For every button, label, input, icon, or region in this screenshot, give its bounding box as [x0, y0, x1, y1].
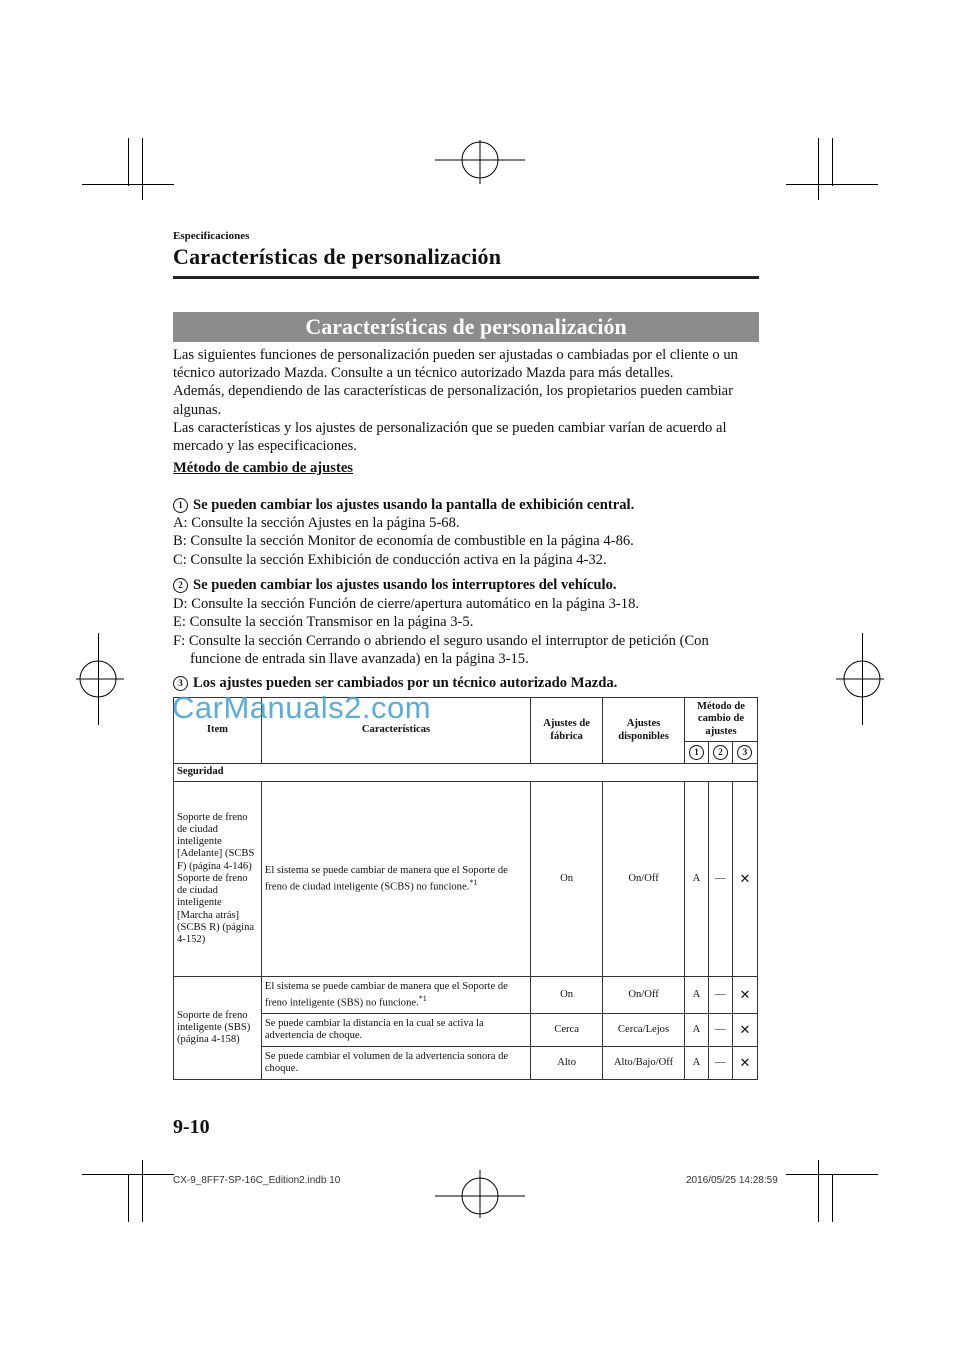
feature-cell: Se puede cambiar el volumen de la advertencia sonora de choque. — [261, 1047, 530, 1080]
customization-table — [173, 697, 758, 1080]
factory-cell: On — [531, 782, 603, 977]
circled-number-3-icon: 3 — [173, 676, 188, 691]
section-label: Especificaciones — [173, 230, 250, 242]
method-1-cell: A — [684, 782, 708, 977]
available-cell: On/Off — [603, 782, 685, 977]
group-label: Seguridad — [174, 764, 758, 782]
factory-cell: Cerca — [531, 1014, 603, 1047]
circled-number-1-icon: 1 — [173, 498, 188, 513]
feature-text: El sistema se puede cambiar de manera que el Soporte de freno inteligente (SBS) no funcione. — [264, 980, 508, 1009]
cross-icon: ✕ — [732, 977, 757, 1014]
available-cell: Alto/Bajo/Off — [603, 1047, 685, 1080]
cross-icon: ✕ — [732, 1014, 757, 1047]
table-row — [174, 782, 758, 977]
feature-cell — [261, 977, 530, 1014]
cross-icon: ✕ — [732, 782, 757, 977]
watermark: CarManuals2.com — [172, 690, 432, 725]
footnote-marker: *1 — [469, 877, 478, 887]
method-1-heading — [173, 497, 634, 514]
intro-paragraph: Las siguientes funciones de personalización pueden ser ajustadas o cambiadas por el cliente o un técnico autorizado Mazda. Consulte a un técnico autorizado Mazda para más detalles. — [173, 347, 738, 382]
method-2-cell: — — [708, 977, 732, 1014]
registration-mark-top — [435, 140, 525, 184]
method-heading: Método de cambio de ajustes — [173, 460, 353, 476]
method-1-lines — [173, 514, 763, 569]
table-row — [174, 1014, 758, 1047]
method-1-cell: A — [684, 1047, 708, 1080]
item-cell: Soporte de freno de ciudad inteligente [Adelante] (SCBS F) (página 4-146) Soporte de freno de ciudad inteligente [Marcha atrás] (SCBS R) (página 4-152) — [174, 782, 262, 977]
registration-mark-left — [76, 657, 124, 701]
intro-paragraph: Las características y los ajustes de personalización que se pueden cambiar varían de acuerdo al mercado y las especificaciones. — [173, 419, 727, 455]
available-cell: On/Off — [603, 977, 685, 1014]
table-row — [174, 1047, 758, 1080]
intro-paragraph: Además, dependiendo de las características de personalización, los propietarios pueden cambiar algunas. — [173, 383, 734, 418]
method-1-cell: A — [684, 977, 708, 1014]
feature-cell: Se puede cambiar la distancia en la cual se activa la advertencia de choque. — [261, 1014, 530, 1047]
method-2-heading — [173, 577, 617, 594]
circled-number-3-icon: 3 — [737, 745, 752, 760]
method-line: D: Consulte la sección Función de cierre/apertura automático en la página 3-18. — [173, 596, 640, 612]
page-number: 9-10 — [173, 1116, 210, 1138]
method-line: F: Consulte la sección Cerrando o abriendo el seguro usando el interruptor de petición (Con funcione de entrada sin llave avanzada) en la página 3-15. — [173, 632, 709, 668]
col-header-factory: Ajustes de fábrica — [531, 698, 603, 764]
title-rule — [173, 276, 759, 279]
method-line: C: Consulte la sección Exhibición de conducción activa en la página 4-32. — [173, 551, 607, 568]
table-group-row — [174, 764, 758, 782]
method-2-lines — [173, 595, 763, 669]
method-3-title: Los ajustes pueden ser cambiados por un técnico autorizado Mazda. — [193, 675, 618, 691]
print-footer-file: CX-9_8FF7-SP-16C_Edition2.indb 10 — [173, 1175, 341, 1186]
col-header-method: Método de cambio de ajustes — [684, 698, 757, 742]
method-line: A: Consulte la sección Ajustes en la página 5-68. — [173, 515, 460, 531]
factory-cell: On — [531, 977, 603, 1014]
footnote-marker: *1 — [418, 993, 427, 1003]
table-row — [174, 977, 758, 1014]
item-cell: Soporte de freno inteligente (SBS) (página 4-158) — [174, 977, 262, 1080]
method-1-cell: A — [684, 1014, 708, 1047]
method-line: B: Consulte la sección Monitor de economía de combustible en la página 4-86. — [173, 533, 634, 550]
method-2-title: Se pueden cambiar los ajustes usando los interruptores del vehículo. — [193, 577, 617, 593]
method-line: E: Consulte la sección Transmisor en la página 3-5. — [173, 614, 474, 631]
page-title: Características de personalización — [173, 244, 502, 269]
available-cell: Cerca/Lejos — [603, 1014, 685, 1047]
method-1-title: Se pueden cambiar los ajustes usando la pantalla de exhibición central. — [193, 497, 635, 513]
circled-number-2-icon: 2 — [713, 745, 728, 760]
cross-icon: ✕ — [732, 1047, 757, 1080]
col-header-features: Características — [261, 698, 530, 764]
feature-cell — [261, 782, 530, 977]
section-banner: Características de personalización — [173, 312, 759, 342]
method-2-cell: — — [708, 1047, 732, 1080]
feature-text: El sistema se puede cambiar de manera que el Soporte de freno de ciudad inteligente (SCBS) no funcione. — [264, 864, 508, 893]
factory-cell: Alto — [531, 1047, 603, 1080]
method-2-cell: — — [708, 782, 732, 977]
circled-number-2-icon: 2 — [173, 578, 188, 593]
col-header-available: Ajustes disponibles — [603, 698, 685, 764]
registration-mark-right — [836, 657, 884, 701]
method-2-cell: — — [708, 1014, 732, 1047]
intro-text — [173, 346, 763, 455]
print-footer-timestamp: 2016/05/25 14:28:59 — [686, 1175, 778, 1186]
col-header-item: Item — [174, 698, 262, 764]
circled-number-1-icon: 1 — [689, 745, 704, 760]
registration-mark-bottom — [435, 1170, 525, 1218]
